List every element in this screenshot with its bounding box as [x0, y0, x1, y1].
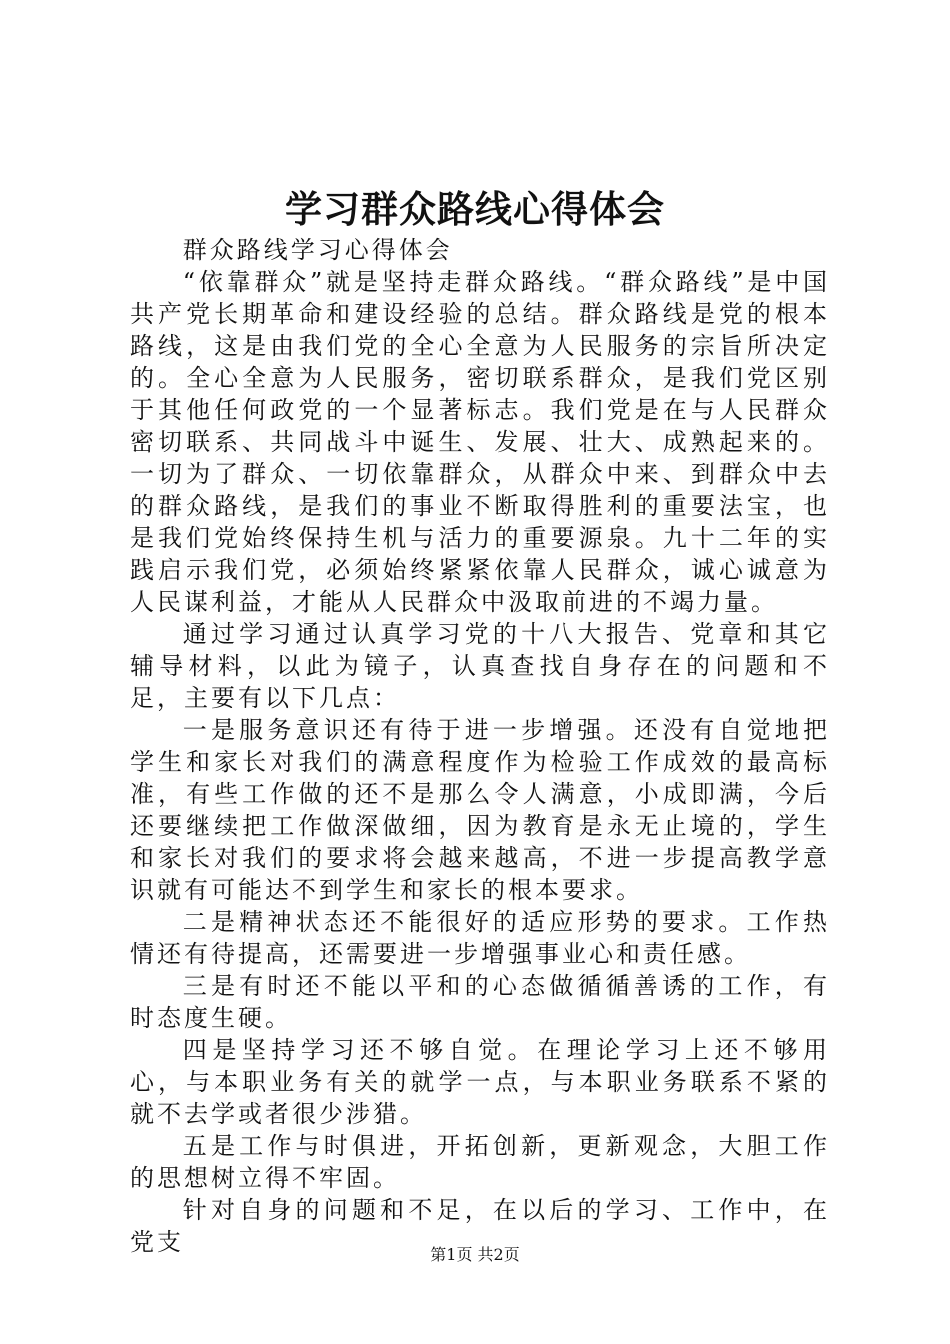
paragraph-point-five: 五是工作与时俱进，开拓创新，更新观念，大胆工作的思想树立得不牢固。 [130, 1132, 830, 1192]
paragraph-point-two: 二是精神状态还不能很好的适应形势的要求。工作热情还有待提高，还需要进一步增强事业心和责任感。 [130, 908, 830, 968]
paragraph-conclusion: 针对自身的问题和不足，在以后的学习、工作中，在党支 [130, 1196, 830, 1256]
paragraph-intro: “依靠群众”就是坚持走群众路线。“群众路线”是中国共产党长期革命和建设经验的总结。群众路线是党的根本路线，这是由我们党的全心全意为人民服务的宗旨所决定的。全心全意为人民服务，密切联系群众，是我们党区别于其他任何政党的一个显著标志。我们党是在与人民群众密切联系、共同战斗中诞生、发展、壮大、成熟起来的。一切为了群众、一切依靠群众，从群众中来、到群众中去的群众路线，是我们的事业不断取得胜利的重要法宝，也是我们党始终保持生机与活力的重要源泉。九十二年的实践启示我们党，必须始终紧紧依靠人民群众，诚心诚意为人民谋利益，才能从人民群众中汲取前进的不竭力量。 [130, 268, 830, 616]
paragraph-subtitle: 群众路线学习心得体会 [182, 236, 453, 264]
document-body [130, 234, 830, 1258]
paragraph-point-one: 一是服务意识还有待于进一步增强。还没有自觉地把学生和家长对我们的满意程度作为检验工作成效的最高标准，有些工作做的还不是那么令人满意，小成即满，今后还要继续把工作做深做细，因为教育是永无止境的，学生和家长对我们的要求将会越来越高，不进一步提高教学意识就有可能达不到学生和家长的根本要求。 [130, 716, 830, 904]
document-title: 学习群众路线心得体会 [285, 187, 665, 231]
paragraph-point-three: 三是有时还不能以平和的心态做循循善诱的工作，有时态度生硬。 [130, 972, 830, 1032]
page-footer: 第1页 共2页 [430, 1245, 520, 1264]
paragraph-study: 通过学习通过认真学习党的十八大报告、党章和其它辅导材料，以此为镜子，认真查找自身存在的问题和不足，主要有以下几点： [130, 620, 830, 712]
paragraph-point-four: 四是坚持学习还不够自觉。在理论学习上还不够用心，与本职业务有关的就学一点，与本职业务联系不紧的就不去学或者很少涉猎。 [130, 1036, 830, 1128]
